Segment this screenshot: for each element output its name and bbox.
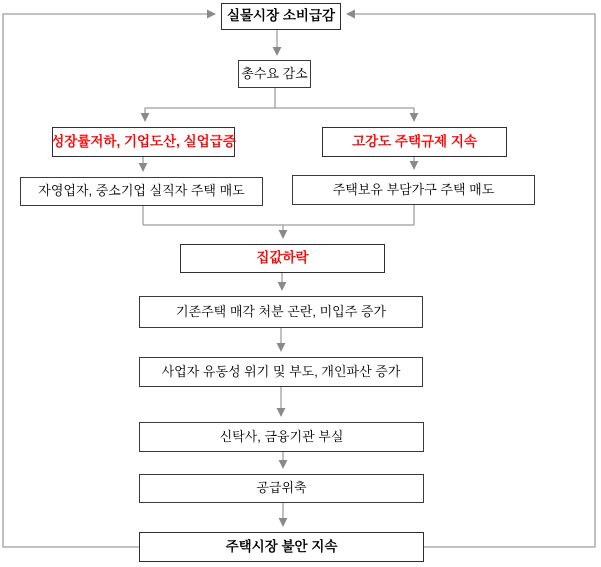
node-label: 자영업자, 중소기업 실직자 주택 매도: [38, 183, 245, 199]
node-burdened-households-home-selling: [292, 175, 535, 205]
node-developer-liquidity-crisis: [139, 357, 423, 387]
node-label: 공급위축: [256, 480, 307, 496]
node-aggregate-demand-decrease: [238, 60, 311, 88]
node-existing-home-sale-difficulty: [139, 296, 423, 328]
node-housing-market-instability: [139, 532, 424, 562]
node-label: 총수요 감소: [241, 65, 308, 81]
node-real-economy-consumption-plunge: [221, 3, 341, 30]
node-growth-decline-bankruptcy-unemployment: [52, 127, 235, 157]
node-label: 성장률저하, 기업도산, 실업급증: [51, 133, 236, 149]
edge-feedback-right: [347, 14, 595, 547]
node-label: 기존주택 매각 처분 곤란, 미입주 증가: [175, 303, 387, 319]
node-label: 고강도 주택규제 지속: [352, 133, 477, 149]
node-trust-financial-institution-insolvency: [139, 422, 424, 452]
node-label: 사업자 유동성 위기 및 부도, 개인파산 증가: [161, 363, 401, 379]
node-house-price-fall: [180, 244, 385, 273]
node-label: 주택보유 부담가구 주택 매도: [332, 181, 495, 197]
node-label: 집값하락: [256, 250, 309, 266]
node-label: 주택시장 불안 지속: [225, 538, 338, 554]
node-label: 신탁사, 금융기관 부실: [219, 428, 344, 444]
node-supply-contraction: [139, 474, 424, 503]
node-self-employed-jobless-home-selling: [20, 177, 263, 206]
node-label: 실물시장 소비급감: [226, 8, 336, 24]
node-strong-housing-regulation: [322, 127, 507, 157]
edge-feedback-left: [3, 14, 215, 547]
